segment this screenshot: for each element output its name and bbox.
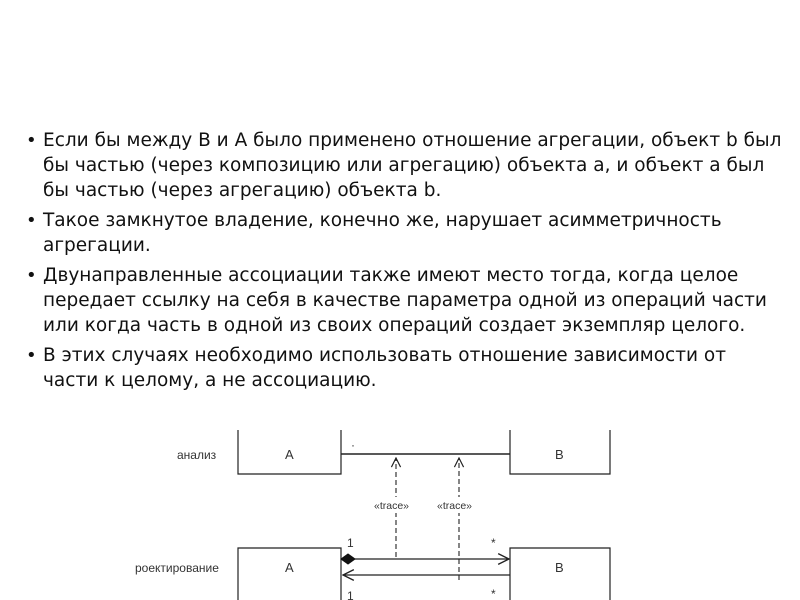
composition-diamond-icon (341, 554, 355, 564)
bullet-dot-icon: • (26, 210, 37, 231)
bullet-dot-icon: • (26, 265, 37, 286)
layer-label-analysis: анализ (177, 448, 217, 462)
multiplicity-many-bottom: * (491, 587, 496, 600)
bullet-item (26, 208, 786, 258)
bullet-text: Такое замкнутое владение, конечно же, нарушает асимметричность агрегации. (43, 210, 722, 256)
class-b-analysis-label: B (555, 447, 564, 462)
bullet-dot-icon: • (26, 130, 37, 151)
bullet-text: Двунаправленные ассоциации также имеют место тогда, когда целое передает ссылку на себя в качестве параметра одной из операций части или когда часть в одной из своих операций создает экземпляр целого. (43, 265, 767, 336)
trace-label-1: «trace» (374, 500, 410, 512)
analysis-top-dot: · (351, 438, 355, 452)
bullet-item (26, 343, 786, 393)
class-a-analysis-label: A (285, 447, 294, 462)
class-a-design-label: A (285, 560, 294, 575)
bullet-dot-icon: • (26, 345, 37, 366)
trace-label-2: «trace» (437, 500, 473, 512)
layer-label-design: роектирование (135, 561, 219, 575)
uml-trace-diagram (0, 430, 800, 600)
multiplicity-one-top: 1 (347, 536, 354, 550)
multiplicity-many-top: * (491, 536, 496, 550)
bullet-item (26, 128, 786, 203)
multiplicity-one-bottom: 1 (347, 589, 354, 600)
bullet-item (26, 263, 786, 338)
bullet-list (26, 128, 786, 398)
bullet-text: В этих случаях необходимо использовать отношение зависимости от части к целому, а не ассоциацию. (43, 345, 726, 391)
class-b-design-label: B (555, 560, 564, 575)
bullet-text: Если бы между B и A было применено отношение агрегации, объект b был бы частью (через композицию или агрегацию) объекта a, и объект a был бы частью (через агрегацию) объекта b. (43, 130, 782, 201)
